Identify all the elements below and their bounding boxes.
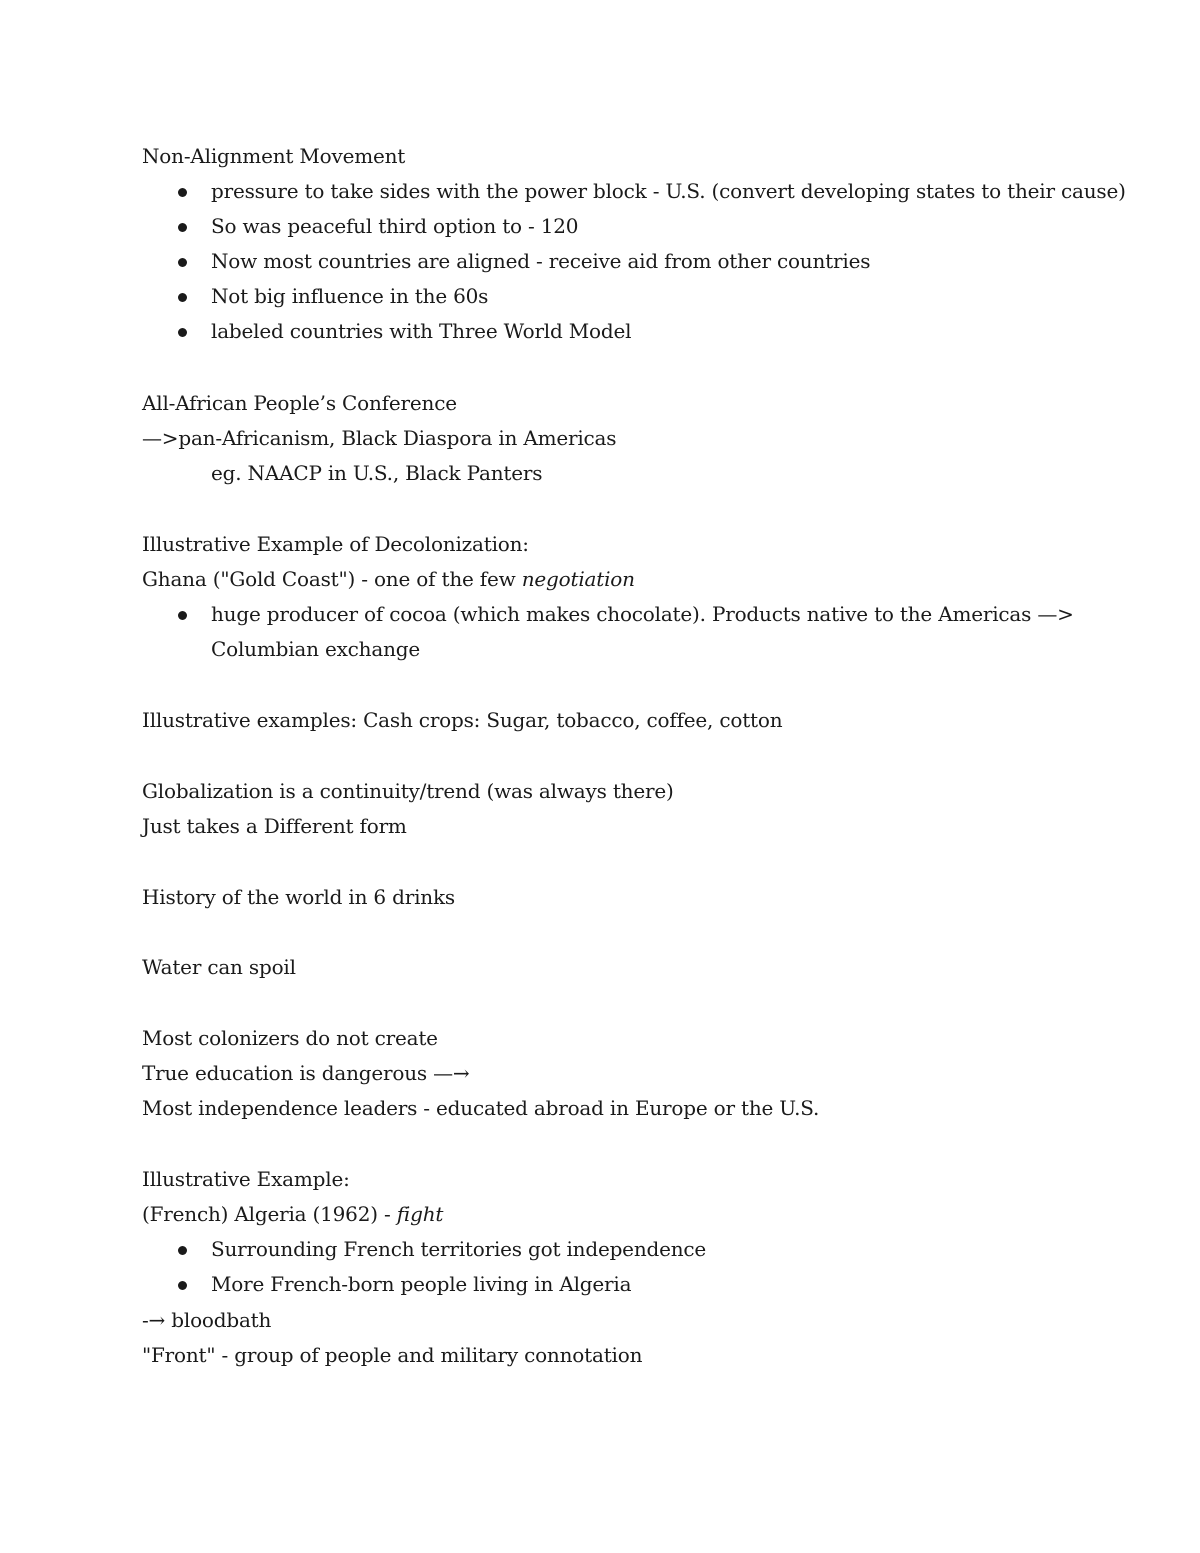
italic-emphasis: negotiation bbox=[521, 567, 635, 591]
text-line: "Front" - group of people and military connotation bbox=[142, 1343, 643, 1367]
bullet-dot bbox=[178, 1246, 187, 1255]
text-line-indented: eg. NAACP in U.S., Black Panters bbox=[211, 461, 543, 485]
heading-non-alignment: Non-Alignment Movement bbox=[142, 144, 406, 168]
text-line-ghana bbox=[142, 562, 635, 597]
list-item: Surrounding French territories got independence bbox=[211, 1237, 707, 1261]
text-line: Most colonizers do not create bbox=[142, 1026, 438, 1050]
bullet-dot bbox=[178, 1281, 187, 1290]
bullet-dot bbox=[178, 188, 187, 197]
text-line: Globalization is a continuity/trend (was always there) bbox=[142, 779, 674, 803]
bullet-dot bbox=[178, 258, 187, 267]
text-line: Water can spoil bbox=[142, 955, 296, 979]
bullet-dot bbox=[178, 293, 187, 302]
text-line: -→ bloodbath bbox=[142, 1308, 272, 1332]
text-segment: Ghana ("Gold Coast") - one of the few bbox=[142, 567, 522, 591]
text-line: Just takes a Different form bbox=[142, 814, 407, 838]
text-line: True education is dangerous —→ bbox=[142, 1061, 470, 1085]
bullet-dot bbox=[178, 611, 187, 620]
list-item: Not big influence in the 60s bbox=[211, 284, 489, 308]
list-item: More French-born people living in Algeria bbox=[211, 1272, 632, 1296]
list-item: labeled countries with Three World Model bbox=[211, 319, 632, 343]
list-item-continuation: Columbian exchange bbox=[211, 637, 420, 661]
bullet-dot bbox=[178, 223, 187, 232]
text-line: History of the world in 6 drinks bbox=[142, 885, 455, 909]
list-item: Now most countries are aligned - receive aid from other countries bbox=[211, 249, 871, 273]
list-item: So was peaceful third option to - 120 bbox=[211, 214, 579, 238]
list-item: pressure to take sides with the power block - U.S. (convert developing states to their cause) bbox=[211, 179, 1126, 203]
text-line-algeria bbox=[142, 1197, 443, 1232]
heading-illustrative-example: Illustrative Example: bbox=[142, 1167, 350, 1191]
bullet-dot bbox=[178, 328, 187, 337]
heading-all-african-conference: All-African People’s Conference bbox=[142, 391, 457, 415]
text-line: Most independence leaders - educated abroad in Europe or the U.S. bbox=[142, 1096, 820, 1120]
heading-decolonization-example: Illustrative Example of Decolonization: bbox=[142, 532, 529, 556]
text-line: —>pan-Africanism, Black Diaspora in Americas bbox=[142, 426, 617, 450]
italic-emphasis: fight bbox=[396, 1202, 444, 1226]
text-segment: (French) Algeria (1962) - bbox=[142, 1202, 397, 1226]
list-item: huge producer of cocoa (which makes chocolate). Products native to the Americas —> bbox=[211, 602, 1074, 626]
text-line: Illustrative examples: Cash crops: Sugar, tobacco, coffee, cotton bbox=[142, 708, 783, 732]
